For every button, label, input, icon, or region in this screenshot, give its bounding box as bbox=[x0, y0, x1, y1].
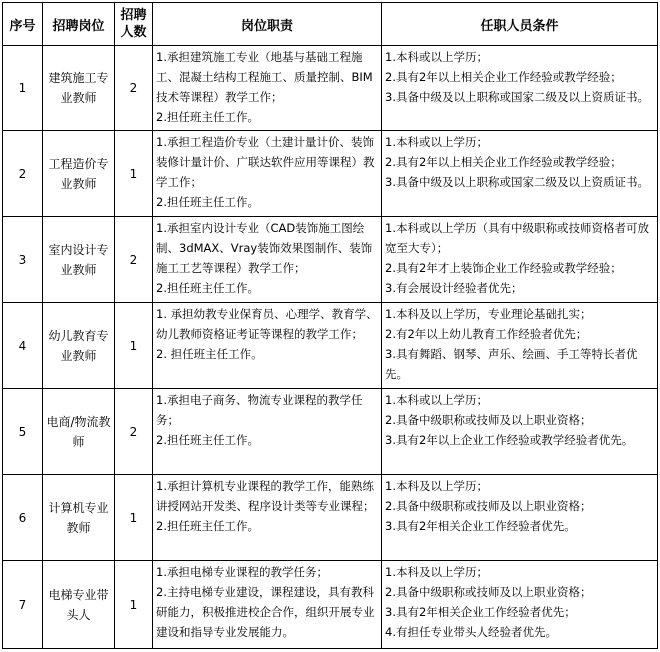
row-position: 计算机专业教师 bbox=[43, 475, 115, 561]
row-duties bbox=[153, 131, 382, 217]
row-requirements bbox=[382, 131, 658, 217]
duty-line: 1. 承担幼教专业保育员、心理学、教育学、幼儿教师资格证考证等课程的教学工作； bbox=[156, 307, 378, 341]
requirement-line: 3.具备中级及以上职称或国家二级及以上资质证书。 bbox=[385, 175, 649, 189]
header-row bbox=[3, 3, 658, 46]
duty-line: 1.承担计算机专业课程的教学工作，能熟练讲授网站开发类、程序设计类等专业课程； bbox=[156, 479, 375, 513]
row-count: 2 bbox=[115, 389, 153, 475]
duty-line: 1.承担室内设计专业（CAD装饰施工图绘制、3dMAX、Vray装饰效果图制作、装饰施工工艺等课程）教学工作； bbox=[156, 221, 373, 275]
requirement-line: 3.具备中级及以上职称或国家二级及以上资质证书。 bbox=[385, 90, 649, 104]
header-position: 招聘岗位 bbox=[43, 3, 115, 46]
table-row bbox=[3, 303, 658, 389]
row-index: 4 bbox=[3, 303, 43, 389]
row-count: 2 bbox=[115, 46, 153, 131]
table-row bbox=[3, 217, 658, 303]
duty-line: 1.承担电子商务、物流专业课程的教学任务； bbox=[156, 393, 363, 427]
row-requirements bbox=[382, 46, 658, 131]
row-requirements bbox=[382, 389, 658, 475]
row-duties bbox=[153, 303, 382, 389]
row-index: 5 bbox=[3, 389, 43, 475]
requirement-line: 1.本科及以上学历； bbox=[385, 479, 488, 493]
duty-line: 2.主持电梯专业建设，课程建设，具有教科研能力，积极推进校企合作，组织开展专业建设和指导专业发展能力。 bbox=[156, 585, 375, 639]
row-requirements bbox=[382, 561, 658, 649]
header-index: 序号 bbox=[3, 3, 43, 46]
table-row bbox=[3, 389, 658, 475]
row-index: 7 bbox=[3, 561, 43, 649]
requirement-line: 2.具有2年以上相关企业工作经验或教学经验； bbox=[385, 70, 622, 84]
row-requirements bbox=[382, 475, 658, 561]
requirement-line: 1.本科或以上学历； bbox=[385, 393, 488, 407]
requirement-line: 3.具有2年相关企业工作经验者优先。 bbox=[385, 519, 576, 533]
requirement-line: 3.具有2年相关企业工作经验者优先； bbox=[385, 605, 576, 619]
row-index: 3 bbox=[3, 217, 43, 303]
duty-line: 1.承担建筑施工专业（地基与基础工程施工、混凝土结构工程施工、质量控制、BIM技术等课程）教学工作； bbox=[156, 50, 373, 104]
requirement-line: 3.有会展设计经验者优先； bbox=[385, 281, 523, 295]
row-position: 室内设计专业教师 bbox=[43, 217, 115, 303]
table-row bbox=[3, 46, 658, 131]
row-duties bbox=[153, 475, 382, 561]
duty-line: 2.担任班主任工作。 bbox=[156, 281, 259, 295]
table-row bbox=[3, 131, 658, 217]
header-requirements: 任职人员条件 bbox=[382, 3, 658, 46]
row-duties bbox=[153, 217, 382, 303]
row-count: 1 bbox=[115, 303, 153, 389]
duty-line: 2.担任班主任工作。 bbox=[156, 195, 259, 209]
row-count: 1 bbox=[115, 561, 153, 649]
row-count: 2 bbox=[115, 217, 153, 303]
duty-line: 2.担任班主任工作。 bbox=[156, 433, 259, 447]
recruitment-table bbox=[2, 2, 658, 649]
row-position: 幼儿教育专业教师 bbox=[43, 303, 115, 389]
requirement-line: 1.本科或以上学历； bbox=[385, 135, 488, 149]
duty-line: 1.承担电梯专业课程的教学任务； bbox=[156, 565, 328, 579]
requirement-line: 3.具有舞蹈、钢琴、声乐、绘画、手工等特长者优先。 bbox=[385, 347, 638, 381]
requirement-line: 2.具备中级职称或技师及以上职业资格； bbox=[385, 499, 592, 513]
requirement-line: 2.具备中级职称或技师及以上职业资格； bbox=[385, 585, 592, 599]
row-index: 2 bbox=[3, 131, 43, 217]
row-position: 建筑施工专业教师 bbox=[43, 46, 115, 131]
row-count: 1 bbox=[115, 475, 153, 561]
row-position: 电商/物流教师 bbox=[43, 389, 115, 475]
row-index: 1 bbox=[3, 46, 43, 131]
requirement-line: 2.具有2年才上装饰企业工作经验或教学经验； bbox=[385, 261, 622, 275]
requirement-line: 1.本科或以上学历； bbox=[385, 50, 488, 64]
requirement-line: 1.本科及以上学历； bbox=[385, 565, 488, 579]
requirement-line: 2.具备中级职称或技师及以上职业资格； bbox=[385, 413, 592, 427]
duty-line: 2.担任班主任工作。 bbox=[156, 519, 259, 533]
duty-line: 2.担任班主任工作。 bbox=[156, 110, 259, 124]
row-position: 电梯专业带头人 bbox=[43, 561, 115, 649]
requirement-line: 1.本科或以上学历（具有中级职称或技师资格者可放宽至大专）； bbox=[385, 221, 649, 255]
row-duties bbox=[153, 46, 382, 131]
requirement-line: 4.有担任专业带头人经验者优先。 bbox=[385, 625, 557, 639]
row-duties bbox=[153, 389, 382, 475]
table-row bbox=[3, 561, 658, 649]
header-duties: 岗位职责 bbox=[153, 3, 382, 46]
row-count: 1 bbox=[115, 131, 153, 217]
header-count: 招聘人数 bbox=[115, 3, 153, 46]
requirement-line: 2.有2年以上幼儿教育工作经验者优先； bbox=[385, 327, 588, 341]
row-requirements bbox=[382, 217, 658, 303]
table-row bbox=[3, 475, 658, 561]
requirement-line: 2.具有2年以上相关企业工作经验或教学经验； bbox=[385, 155, 622, 169]
requirement-line: 3.具有2年以上企业工作经验或教学经验者优先。 bbox=[385, 433, 634, 447]
row-requirements bbox=[382, 303, 658, 389]
duty-line: 1.承担工程造价专业（土建计量计价、装饰装修计量计价、广联达软件应用等课程）教学工作； bbox=[156, 135, 375, 189]
row-index: 6 bbox=[3, 475, 43, 561]
requirement-line: 1.本科及以上学历，专业理论基础扎实； bbox=[385, 307, 592, 321]
duty-line: 2. 担任班主任工作。 bbox=[156, 347, 263, 361]
row-position: 工程造价专业教师 bbox=[43, 131, 115, 217]
row-duties bbox=[153, 561, 382, 649]
